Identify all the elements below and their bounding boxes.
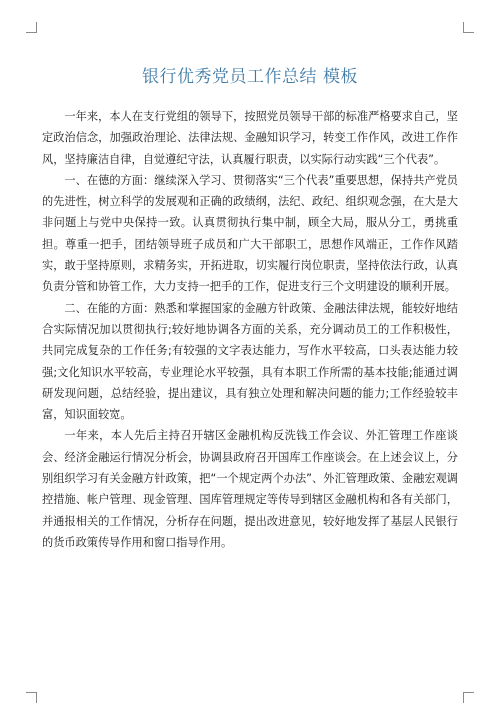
document-body — [42, 106, 458, 553]
body-paragraph: 一年来，本人先后主持召开辖区金融机构反洗钱工作会议、外汇管理工作座谈会、经济金融运行情况分析会，协调县政府召开国库工作座谈会。在上述会议上，分别组织学习有关金融方针政策，把“一个规定两个办法”、外汇管理政策、金融宏观调控措施、帐户管理、现金管理、国库管理规定等传导到辖区金融机构和各有关部门，并通报相关的工作情况，分析存在问题，提出改进意见，较好地发挥了基层人民银行的货币政策传导作用和窗口指导作用。 — [42, 429, 458, 549]
document-title: 银行优秀党员工作总结 模板 — [142, 67, 358, 87]
body-paragraph: 一、在德的方面：继续深入学习、贯彻落实“三个代表”重要思想，保持共产党员的先进性，树立科学的发展观和正确的政绩纲，法纪、政纪、组织观念强，在大是大非问题上与党中央保持一致。认真贯彻执行集中制，顾全大局，服从分工，勇挑重担。尊重一把手，团结领导班子成员和广大干部职工，思想作风端正，工作作风踏实，敢于坚持原则，求精务实，开拓进取，切实履行岗位职责，坚持依法行政，认真负责分管和协管工作，大力支持一把手的工作，促进支行三个文明建设的顺利开展。 — [42, 173, 458, 294]
body-paragraph: 二、在能的方面：熟悉和掌握国家的金融方针政策、金融法律法规，能较好地结合实际情况加以贯彻执行;较好地协调各方面的关系，充分调动员工的工作积极性，共同完成复杂的工作任务;有较强的文字表达能力，写作水平较高，口头表达能力较强;文化知识水平较高，专业理论水平较强，具有本职工作所需的基本技能;能通过调研发现问题，总结经验，提出建议，具有独立处理和解决问题的能力;工作经验较丰富，知识面较宽。 — [42, 301, 458, 422]
crop-mark-top-right — [463, 22, 474, 33]
crop-mark-top-left — [26, 22, 37, 33]
crop-mark-bottom-left — [26, 692, 37, 703]
crop-mark-bottom-right — [463, 692, 474, 703]
body-paragraph: 一年来，本人在支行党组的领导下，按照党员领导干部的标准严格要求自己，坚定政治信念，加强政治理论、法律法规、金融知识学习，转变工作作风，改进工作作风，坚持廉洁自律，自觉遵纪守法，认真履行职责，以实际行动实践“三个代表”。 — [42, 110, 458, 166]
